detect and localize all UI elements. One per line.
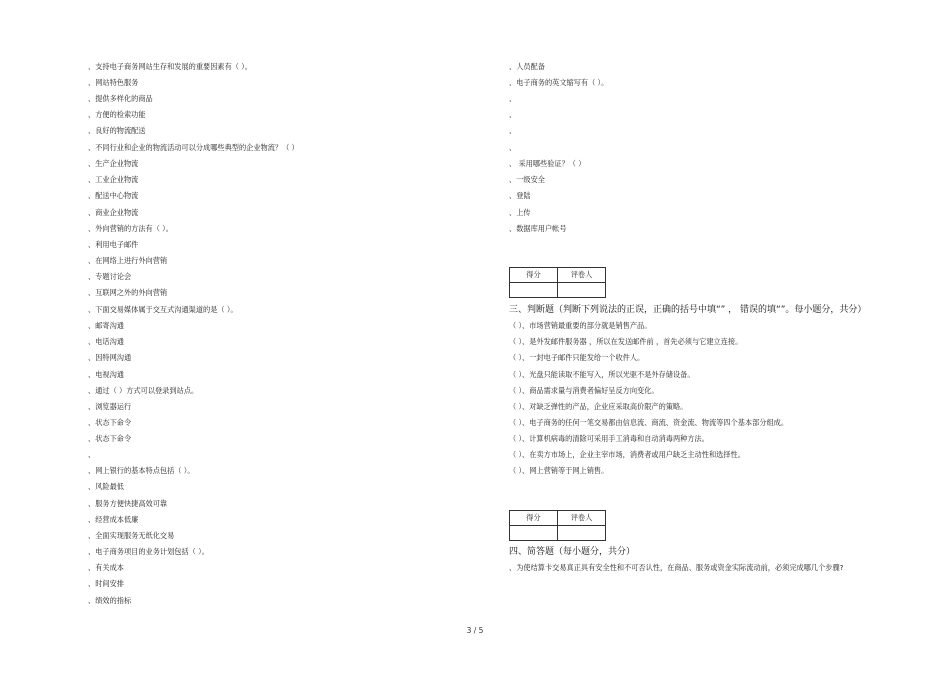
question-line: 、 采用哪些验证？（ ）: [509, 159, 586, 168]
score-table: [509, 267, 606, 298]
score-cell: [510, 526, 558, 541]
short-answer-item: 、为使结算卡交易真正具有安全性和不可否认性，在商品、服务或资金实际流动前，必须完成哪几个步骤?: [509, 563, 844, 572]
question-line: 、下面交易媒体属于交互式沟通渠道的是（ ）。: [88, 305, 238, 314]
question-line: 、支持电子商务网站生存和发展的重要因素有（ ）。: [88, 62, 252, 71]
option-line: 、浏览器运行: [88, 402, 132, 411]
score-header: 得分: [510, 511, 558, 526]
option-line: 、状态下命令: [88, 434, 132, 443]
option-line: 、时间安排: [88, 579, 124, 588]
judgement-item: （ ）、在卖方市场上，企业主宰市场，消费者或用户缺乏主动性和选择性。: [509, 450, 745, 459]
option-line: 、: [509, 143, 517, 152]
option-line: 、: [88, 450, 96, 459]
option-line: 、提供多样化的商品: [88, 94, 153, 103]
question-line: 、通过（ ）方式可以登录到站点。: [88, 386, 199, 395]
question-line: 、不同行业和企业的物流活动可以分成哪些典型的企业物流？（ ）: [88, 143, 299, 152]
option-line: 、: [509, 126, 517, 135]
option-line: 、有关成本: [88, 563, 124, 572]
score-header: 得分: [510, 268, 558, 283]
option-line: 、人员配备: [509, 62, 545, 71]
judgement-item: （ ）、是外发邮件服务器 ，所以在发送邮件前 ，首先必须与它建立连接。: [509, 337, 743, 346]
question-line: 、电子商务的英文缩写有（ ）。: [509, 78, 609, 87]
question-line: 、电子商务项目的业务计划包括（ ）。: [88, 547, 209, 556]
page-number: 3 / 5: [466, 626, 484, 635]
grader-cell: [558, 283, 606, 298]
question-line: 、网上银行的基本特点包括（ ）。: [88, 466, 195, 475]
option-line: 、工业企业物流: [88, 175, 139, 184]
option-line: 、绩效的指标: [88, 596, 132, 605]
option-line: 、数据库用户帐号: [509, 224, 567, 233]
option-line: 、状态下命令: [88, 418, 132, 427]
judgement-item: （ ）、电子商务的任何一笔交易都由信息流、商流、资金流、物流等四个基本部分组成。: [509, 418, 789, 427]
option-line: 、在网络上进行外向营销: [88, 256, 168, 265]
option-line: 、一级安全: [509, 175, 545, 184]
option-line: 、因特网沟通: [88, 353, 132, 362]
judgement-item: （ ）、计算机病毒的清除可采用手工消毒和自动消毒两种方法。: [509, 434, 709, 443]
option-line: 、服务方便快捷高效可靠: [88, 499, 168, 508]
option-line: 、商业企业物流: [88, 208, 139, 217]
option-line: 、电视沟通: [88, 370, 124, 379]
option-line: 、利用电子邮件: [88, 240, 139, 249]
option-line: 、互联网之外的外向营销: [88, 288, 168, 297]
option-line: 、电话沟通: [88, 337, 124, 346]
option-line: 、专题讨论会: [88, 272, 132, 281]
grader-cell: [558, 526, 606, 541]
judgement-item: （ ）、商品需求量与消费者偏好呈反方向变化。: [509, 386, 659, 395]
section-heading: 四、简答题（每小题分，共分）: [509, 547, 636, 557]
option-line: 、经营成本低廉: [88, 515, 139, 524]
option-line: 、邮寄沟通: [88, 321, 124, 330]
grader-header: 评卷人: [558, 511, 606, 526]
score-cell: [510, 283, 558, 298]
option-line: 、良好的物流配送: [88, 126, 146, 135]
option-line: 、风险最低: [88, 482, 124, 491]
judgement-item: （ ）、对缺乏弹性的产品，企业应采取高价限产的策略。: [509, 402, 688, 411]
option-line: 、方便的检索功能: [88, 110, 146, 119]
judgement-item: （ ）、网上营销等于网上销售。: [509, 466, 609, 475]
grader-header: 评卷人: [558, 268, 606, 283]
option-line: 、配送中心物流: [88, 191, 139, 200]
judgement-item: （ ）、一封电子邮件只能发给一个收件人。: [509, 353, 645, 362]
option-line: 、生产企业物流: [88, 159, 139, 168]
judgement-item: （ ）、市场营销最重要的部分就是销售产品。: [509, 321, 652, 330]
option-line: 、网站特色服务: [88, 78, 139, 87]
option-line: 、: [509, 94, 517, 103]
option-line: 、全面实现服务无纸化交易: [88, 531, 175, 540]
section-heading: 三、判断题（判断下列说法的正误，正确的括号中填“” ， 错误的填“”。每小题分，共分）: [509, 305, 867, 315]
judgement-item: （ ）、光盘只能读取不能写入，所以光驱不是外存储设备。: [509, 370, 695, 379]
option-line: 、登陆: [509, 191, 531, 200]
score-table: [509, 510, 606, 541]
option-line: 、: [509, 110, 517, 119]
option-line: 、上传: [509, 208, 531, 217]
question-line: 、外向营销的方法有（ ）。: [88, 224, 173, 233]
